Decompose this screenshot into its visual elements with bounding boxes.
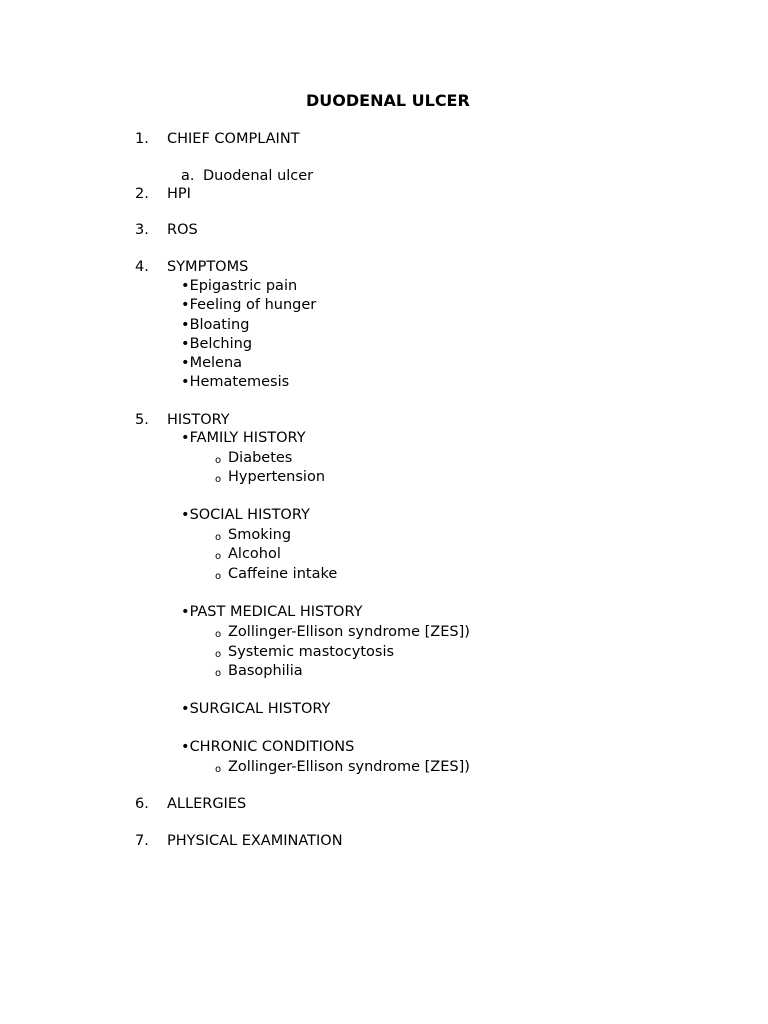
list-item: o Caffeine intake bbox=[0, 564, 768, 584]
section-number: 1. bbox=[135, 131, 149, 147]
list-marker: a. bbox=[181, 168, 195, 184]
list-item: o Smoking bbox=[0, 525, 768, 545]
circle-bullet-icon: o bbox=[215, 629, 222, 640]
list-item: •Hematemesis bbox=[181, 374, 290, 390]
section-heading-chief-complaint: CHIEF COMPLAINT bbox=[167, 131, 300, 147]
bullet-icon: • bbox=[181, 355, 190, 371]
bullet-icon: • bbox=[181, 701, 190, 717]
list-item: o Hypertension bbox=[0, 467, 768, 487]
section-heading-ros: ROS bbox=[167, 222, 198, 238]
bullet-icon: • bbox=[181, 297, 190, 313]
history-group-label: •FAMILY HISTORY bbox=[181, 430, 306, 446]
bullet-icon: • bbox=[181, 336, 190, 352]
list-item: •Melena bbox=[181, 355, 243, 371]
section-number: 5. bbox=[135, 412, 149, 428]
circle-bullet-icon: o bbox=[215, 649, 222, 660]
bullet-icon: • bbox=[181, 317, 190, 333]
circle-bullet-icon: o bbox=[215, 668, 222, 679]
section-heading-allergies: ALLERGIES bbox=[167, 796, 247, 812]
bullet-icon: • bbox=[181, 430, 190, 446]
circle-bullet-icon: o bbox=[215, 571, 222, 582]
section-heading-hpi: HPI bbox=[167, 186, 191, 202]
section-heading-symptoms: SYMPTOMS bbox=[167, 259, 249, 275]
bullet-icon: • bbox=[181, 374, 190, 390]
list-item: •Belching bbox=[181, 336, 253, 352]
circle-bullet-icon: o bbox=[215, 532, 222, 543]
circle-bullet-icon: o bbox=[215, 455, 222, 466]
section-heading-physical-examination: PHYSICAL EXAMINATION bbox=[167, 833, 343, 849]
history-group-label: •SURGICAL HISTORY bbox=[181, 701, 331, 717]
section-number: 3. bbox=[135, 222, 149, 238]
circle-bullet-icon: o bbox=[215, 474, 222, 485]
list-item: o Zollinger-Ellison syndrome [ZES]) bbox=[0, 757, 768, 777]
list-item: •Epigastric pain bbox=[181, 278, 298, 294]
bullet-icon: • bbox=[181, 739, 190, 755]
bullet-icon: • bbox=[181, 604, 190, 620]
bullet-icon: • bbox=[181, 278, 190, 294]
history-group-label: •PAST MEDICAL HISTORY bbox=[181, 604, 363, 620]
section-number: 7. bbox=[135, 833, 149, 849]
document-title: DUODENAL ULCER bbox=[306, 91, 470, 110]
list-item: o Diabetes bbox=[0, 448, 768, 468]
list-item: Duodenal ulcer bbox=[203, 168, 314, 184]
list-item: •Bloating bbox=[181, 317, 250, 333]
bullet-icon: • bbox=[181, 507, 190, 523]
list-item: o Zollinger-Ellison syndrome [ZES]) bbox=[0, 622, 768, 642]
list-item: o Basophilia bbox=[0, 661, 768, 681]
history-group-label: •CHRONIC CONDITIONS bbox=[181, 739, 355, 755]
section-heading-history: HISTORY bbox=[167, 412, 230, 428]
section-number: 2. bbox=[135, 186, 149, 202]
history-group-label: •SOCIAL HISTORY bbox=[181, 507, 310, 523]
circle-bullet-icon: o bbox=[215, 551, 222, 562]
list-item: o Systemic mastocytosis bbox=[0, 642, 768, 662]
section-number: 4. bbox=[135, 259, 149, 275]
section-number: 6. bbox=[135, 796, 149, 812]
list-item: o Alcohol bbox=[0, 544, 768, 564]
circle-bullet-icon: o bbox=[215, 764, 222, 775]
list-item: •Feeling of hunger bbox=[181, 297, 317, 313]
